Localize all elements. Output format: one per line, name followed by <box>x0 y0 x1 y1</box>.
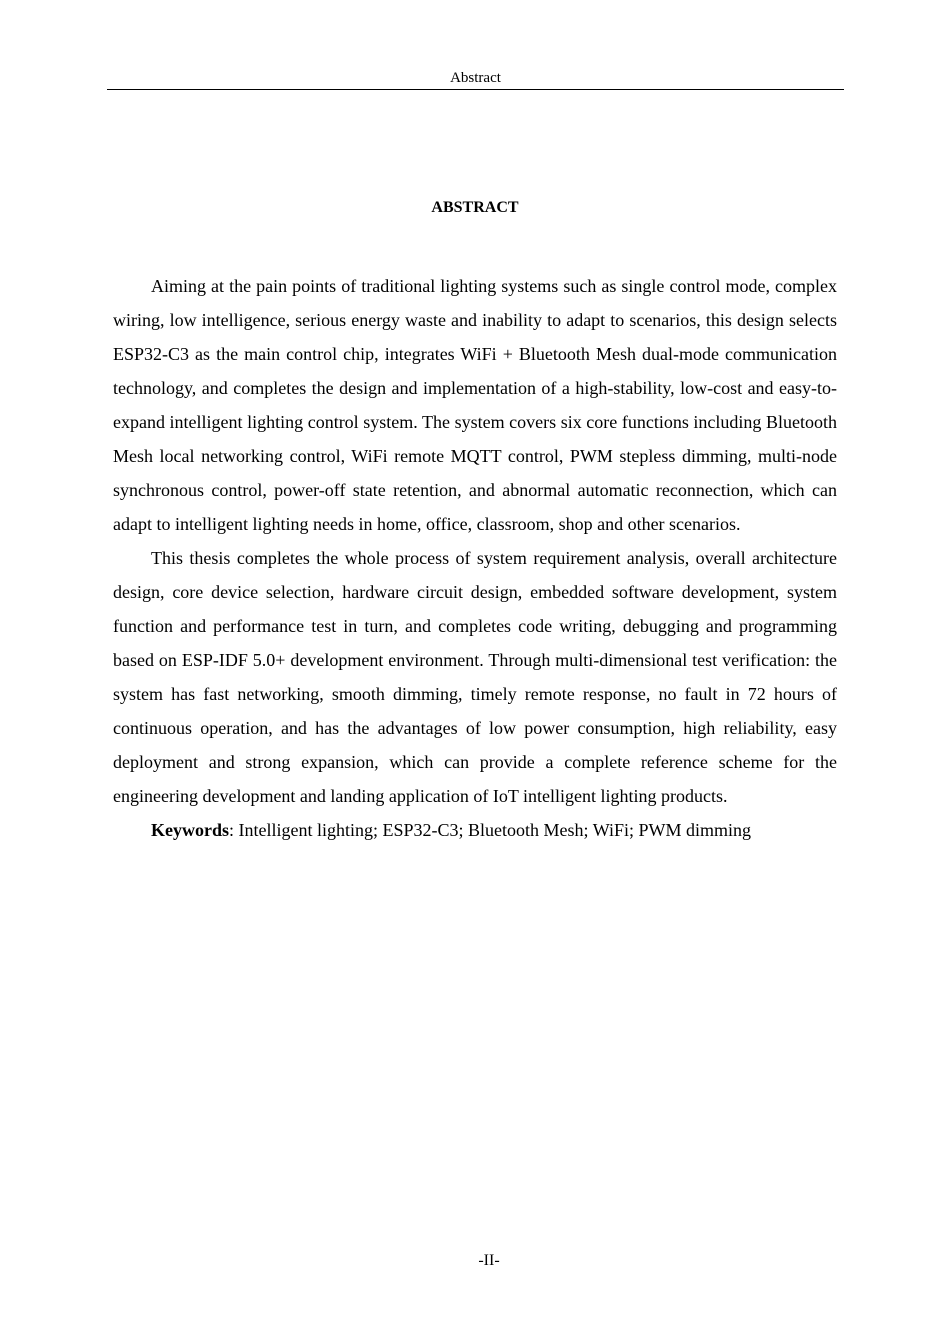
running-header-title: Abstract <box>450 70 501 86</box>
running-header <box>107 68 844 90</box>
page-number: -II- <box>478 1252 500 1269</box>
keywords-separator: : <box>229 820 239 840</box>
keywords-label: Keywords <box>151 820 229 840</box>
keywords-text: Intelligent lighting; ESP32-C3; Bluetooth Mesh; WiFi; PWM dimming <box>238 820 751 840</box>
abstract-paragraph-2: This thesis completes the whole process of system requirement analysis, overall architecture design, core device selection, hardware circuit design, embedded software development, system function and performance test in turn, and completes code writing, debugging and programming based on ESP-IDF 5.0+ development environment. Through multi-dimensional test verification: the system has fast networking, smooth dimming, timely remote response, no fault in 72 hours of continuous operation, and has the advantages of low power consumption, high reliability, easy deployment and strong expansion, which can provide a complete reference scheme for the engineering development and landing application of IoT intelligent lighting products. <box>113 548 837 806</box>
page-title: ABSTRACT <box>431 199 519 216</box>
abstract-body <box>113 269 837 847</box>
keywords-line <box>113 813 837 847</box>
abstract-paragraph-1: Aiming at the pain points of traditional lighting systems such as single control mode, complex wiring, low intelligence, serious energy waste and inability to adapt to scenarios, this design selects ESP32-C3 as the main control chip, integrates WiFi + Bluetooth Mesh dual-mode communication technology, and completes the design and implementation of a high-stability, low-cost and easy-to-expand intelligent lighting control system. The system covers six core functions including Bluetooth Mesh local networking control, WiFi remote MQTT control, PWM stepless dimming, multi-node synchronous control, power-off state retention, and abnormal automatic reconnection, which can adapt to intelligent lighting needs in home, office, classroom, shop and other scenarios. <box>113 276 837 534</box>
